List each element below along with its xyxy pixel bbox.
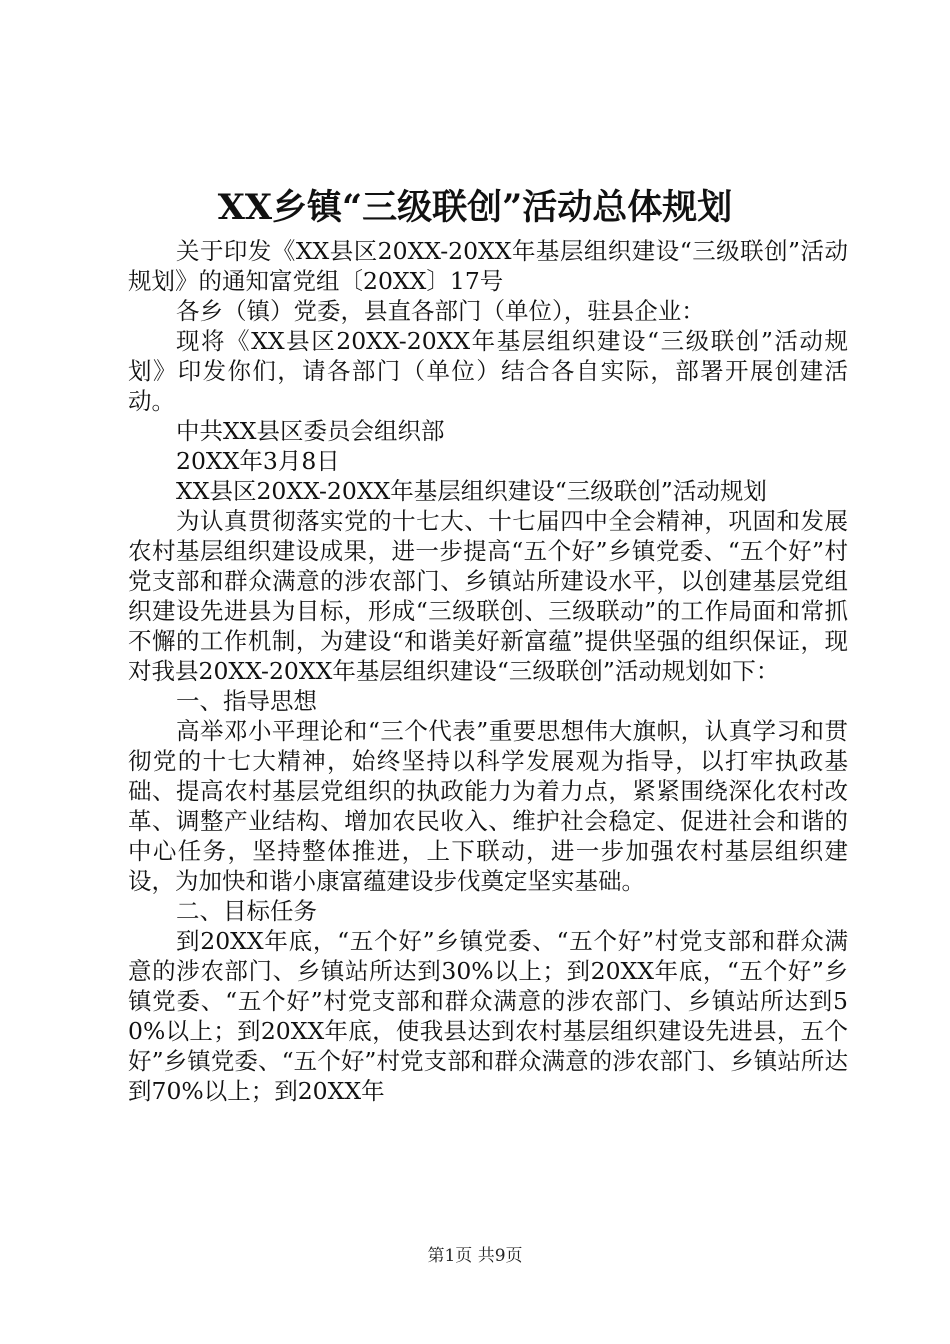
paragraph-addressees: 各乡（镇）党委，县直各部门（单位），驻县企业： <box>176 297 705 325</box>
paragraph-notice-body: 现将《XX县区20XX-20XX年基层组织建设“三级联创”活动规划》印发你们，请各部门（单位）结合各自实际，部署开展创建活动。 <box>128 327 848 415</box>
paragraph-goals: 到20XX年底，“五个好”乡镇党委、“五个好”村党支部和群众满意的涉农部门、乡镇站所达到30%以上；到20XX年底，“五个好”乡镇党委、“五个好”村党支部和群众满意的涉农部门、乡镇站所达到50%以上；到20XX年底，使我县达到农村基层组织建设先进县，五个好”乡镇党委、“五个好”村党支部和群众满意的涉农部门、乡镇站所达到70%以上；到20XX年 <box>128 927 848 1105</box>
paragraph-date: 20XX年3月8日 <box>176 447 340 475</box>
page-number-footer: 第1页 共9页 <box>427 1246 523 1266</box>
document-title: XX乡镇“三级联创”活动总体规划 <box>217 187 733 228</box>
paragraph-notice-heading: 关于印发《XX县区20XX-20XX年基层组织建设“三级联创”活动规划》的通知富党组〔20XX〕17号 <box>128 237 848 295</box>
section-heading-guiding-ideology: 一、指导思想 <box>176 687 317 715</box>
paragraph-issuer: 中共XX县区委员会组织部 <box>176 417 445 445</box>
paragraph-intro: 为认真贯彻落实党的十七大、十七届四中全会精神，巩固和发展农村基层组织建设成果，进一步提高“五个好”乡镇党委、“五个好”村党支部和群众满意的涉农部门、乡镇站所建设水平，以创建基层党组织建设先进县为目标，形成“三级联创、三级联动”的工作局面和常抓不懈的工作机制，为建设“和谐美好新富蕴”提供坚强的组织保证，现对我县20XX-20XX年基层组织建设“三级联创”活动规划如下： <box>128 507 848 685</box>
paragraph-guiding-ideology: 高举邓小平理论和“三个代表”重要思想伟大旗帜，认真学习和贯彻党的十七大精神，始终坚持以科学发展观为指导，以打牢执政基础、提高农村基层党组织的执政能力为着力点，紧紧围绕深化农村改革、调整产业结构、增加农民收入、维护社会稳定、促进社会和谐的中心任务，坚持整体推进，上下联动，进一步加强农村基层组织建设，为加快和谐小康富蕴建设步伐奠定坚实基础。 <box>128 717 848 895</box>
section-heading-goals: 二、目标任务 <box>176 897 317 925</box>
document-body <box>128 236 848 1106</box>
paragraph-plan-title: XX县区20XX-20XX年基层组织建设“三级联创”活动规划 <box>176 477 767 505</box>
